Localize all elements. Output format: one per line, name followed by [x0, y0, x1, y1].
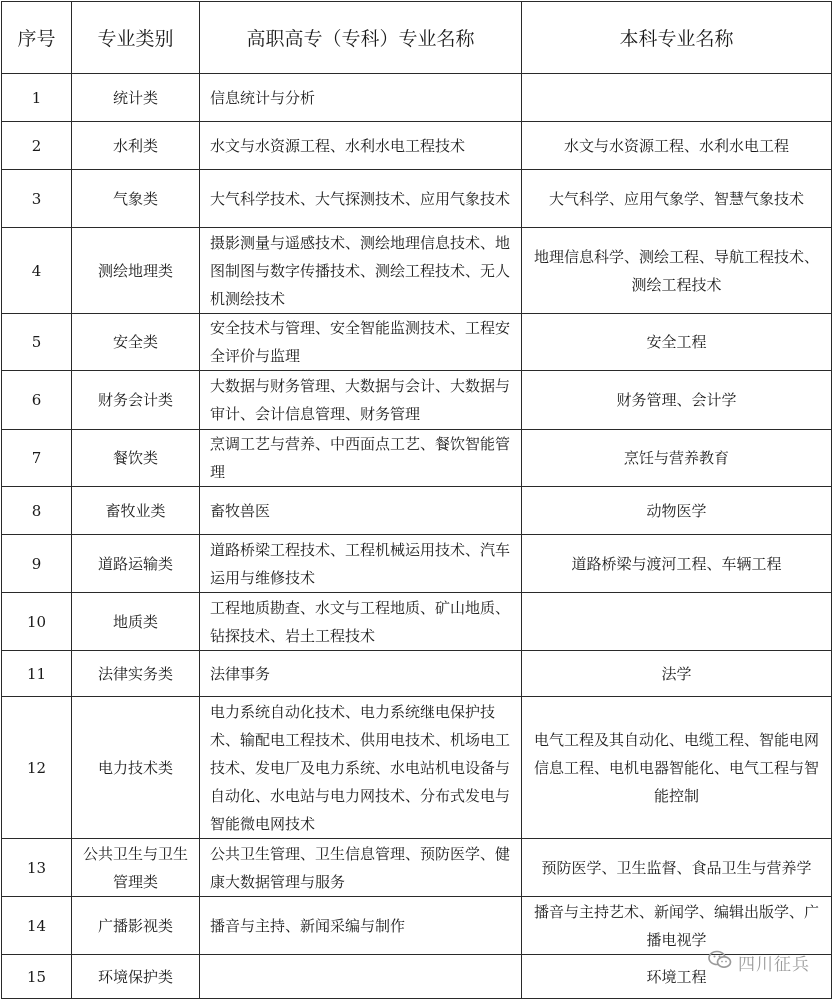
- row-bachelor: 大气科学、应用气象学、智慧气象技术: [522, 170, 832, 228]
- row-bachelor: 播音与主持艺术、新闻学、编辑出版学、广播电视学: [522, 897, 832, 955]
- table-row: [2, 535, 832, 593]
- row-bachelor: 电气工程及其自动化、电缆工程、智能电网信息工程、电机电器智能化、电气工程与智能控制: [522, 697, 832, 839]
- row-index: 1: [2, 74, 72, 122]
- row-category: 地质类: [72, 593, 200, 651]
- table-row: [2, 170, 832, 228]
- row-index: 13: [2, 839, 72, 897]
- row-category: 测绘地理类: [72, 228, 200, 314]
- row-index: 9: [2, 535, 72, 593]
- row-index: 3: [2, 170, 72, 228]
- row-bachelor: 烹饪与营养教育: [522, 430, 832, 487]
- row-category: 水利类: [72, 122, 200, 170]
- row-category: 广播影视类: [72, 897, 200, 955]
- row-index: 5: [2, 314, 72, 371]
- row-index: 11: [2, 651, 72, 697]
- row-category: 气象类: [72, 170, 200, 228]
- row-bachelor: 预防医学、卫生监督、食品卫生与营养学: [522, 839, 832, 897]
- row-higher-vocational: 畜牧兽医: [200, 487, 522, 535]
- row-bachelor: 道路桥梁与渡河工程、车辆工程: [522, 535, 832, 593]
- table-row: [2, 487, 832, 535]
- table-row: [2, 955, 832, 999]
- row-higher-vocational: 大数据与财务管理、大数据与会计、大数据与审计、会计信息管理、财务管理: [200, 371, 522, 430]
- table-row: [2, 74, 832, 122]
- row-bachelor: 水文与水资源工程、水利水电工程: [522, 122, 832, 170]
- table-row: [2, 839, 832, 897]
- table-row: [2, 430, 832, 487]
- watermark-text: 四川征兵: [738, 955, 810, 975]
- watermark: [708, 950, 810, 975]
- row-bachelor: [522, 593, 832, 651]
- row-higher-vocational: 摄影测量与遥感技术、测绘地理信息技术、地图制图与数字传播技术、测绘工程技术、无人机测绘技术: [200, 228, 522, 314]
- row-index: 8: [2, 487, 72, 535]
- row-higher-vocational: 公共卫生管理、卫生信息管理、预防医学、健康大数据管理与服务: [200, 839, 522, 897]
- header-category: 专业类别: [72, 2, 200, 74]
- row-category: 道路运输类: [72, 535, 200, 593]
- table-row: [2, 314, 832, 371]
- row-higher-vocational: 安全技术与管理、安全智能监测技术、工程安全评价与监理: [200, 314, 522, 371]
- row-category: 统计类: [72, 74, 200, 122]
- row-index: 6: [2, 371, 72, 430]
- row-bachelor: 动物医学: [522, 487, 832, 535]
- row-higher-vocational: 法律事务: [200, 651, 522, 697]
- row-category: 餐饮类: [72, 430, 200, 487]
- row-category: 电力技术类: [72, 697, 200, 839]
- row-category: 安全类: [72, 314, 200, 371]
- wechat-icon: [708, 950, 732, 975]
- table-row: [2, 593, 832, 651]
- row-bachelor: 安全工程: [522, 314, 832, 371]
- table-row: [2, 228, 832, 314]
- row-index: 14: [2, 897, 72, 955]
- row-bachelor: 法学: [522, 651, 832, 697]
- header-row: [2, 2, 832, 74]
- row-higher-vocational: 大气科学技术、大气探测技术、应用气象技术: [200, 170, 522, 228]
- row-index: 7: [2, 430, 72, 487]
- row-index: 12: [2, 697, 72, 839]
- row-category: 公共卫生与卫生管理类: [72, 839, 200, 897]
- table-row: [2, 897, 832, 955]
- row-index: 15: [2, 955, 72, 999]
- row-bachelor: 环境工程: [522, 955, 832, 999]
- row-higher-vocational: 烹调工艺与营养、中西面点工艺、餐饮智能管理: [200, 430, 522, 487]
- row-bachelor: [522, 74, 832, 122]
- header-index: 序号: [2, 2, 72, 74]
- header-bachelor: 本科专业名称: [522, 2, 832, 74]
- row-higher-vocational: 水文与水资源工程、水利水电工程技术: [200, 122, 522, 170]
- row-higher-vocational: 工程地质勘查、水文与工程地质、矿山地质、钻探技术、岩土工程技术: [200, 593, 522, 651]
- row-index: 2: [2, 122, 72, 170]
- row-category: 环境保护类: [72, 955, 200, 999]
- row-higher-vocational: 道路桥梁工程技术、工程机械运用技术、汽车运用与维修技术: [200, 535, 522, 593]
- row-index: 10: [2, 593, 72, 651]
- row-bachelor: 地理信息科学、测绘工程、导航工程技术、测绘工程技术: [522, 228, 832, 314]
- row-category: 法律实务类: [72, 651, 200, 697]
- row-category: 畜牧业类: [72, 487, 200, 535]
- row-higher-vocational: [200, 955, 522, 999]
- row-bachelor: 财务管理、会计学: [522, 371, 832, 430]
- row-higher-vocational: 播音与主持、新闻采编与制作: [200, 897, 522, 955]
- table-row: [2, 371, 832, 430]
- row-higher-vocational: 信息统计与分析: [200, 74, 522, 122]
- row-higher-vocational: 电力系统自动化技术、电力系统继电保护技术、输配电工程技术、供用电技术、机场电工技术、发电厂及电力系统、水电站机电设备与自动化、水电站与电力网技术、分布式发电与智能微电网技术: [200, 697, 522, 839]
- table-row: [2, 122, 832, 170]
- row-category: 财务会计类: [72, 371, 200, 430]
- row-index: 4: [2, 228, 72, 314]
- majors-table: [1, 1, 832, 999]
- table-row: [2, 697, 832, 839]
- header-higher-vocational: 高职高专（专科）专业名称: [200, 2, 522, 74]
- table-row: [2, 651, 832, 697]
